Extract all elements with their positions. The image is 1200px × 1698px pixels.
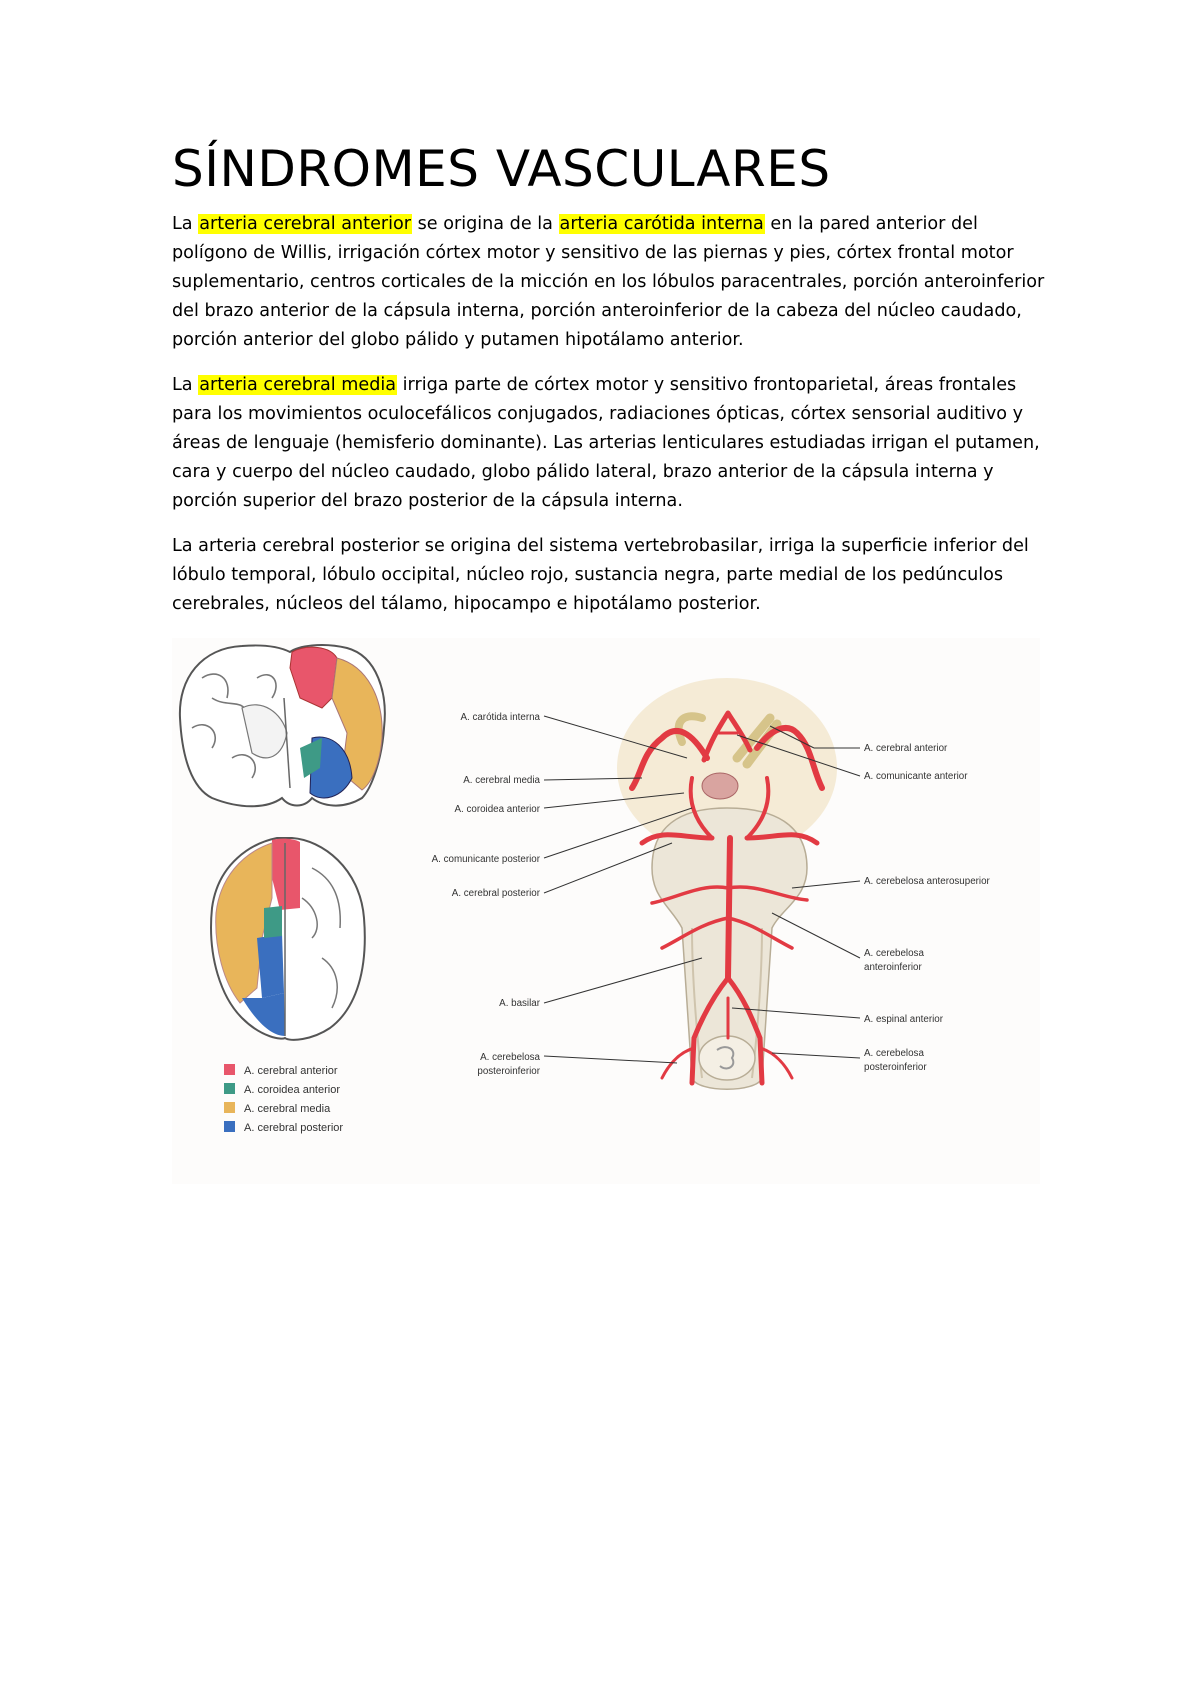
label-basilar: A. basilar [499,998,540,1009]
label-cerebelosa-anteroinferior-1: A. cerebelosa [864,948,924,959]
legend-swatch-cerebral-posterior [224,1121,235,1132]
paragraph-media: La arteria cerebral media irriga parte de córtex motor y sensitivo frontoparietal, áreas frontales para los movimientos oculocefálicos conjugados, radiaciones ópticas, córtex sensorial auditivo y áreas de lenguaje (hemisferio dominante). Las arterias lenticulares estudiadas irrigan el putamen, cara y cuerpo del núcleo caudado, globo pálido lateral, brazo anterior de la cápsula interna y porción superior del brazo posterior de la cápsula interna. [172,375,1040,511]
highlight-arteria-cerebral-anterior: arteria cerebral anterior [199,214,412,234]
label-comunicante-posterior: A. comunicante posterior [431,854,540,865]
legend-label-cerebral-posterior: A. cerebral posterior [244,1122,344,1134]
highlight-arteria-carotida-interna: arteria carótida interna [559,214,764,234]
legend-swatch-cerebral-anterior [224,1064,235,1075]
label-cerebral-anterior: A. cerebral anterior [864,743,948,754]
label-cerebelosa-posteroinferior-right-1: A. cerebelosa [864,1048,924,1059]
label-cerebral-media: A. cerebral media [463,775,540,786]
coronal-brain-section [180,645,385,806]
legend-label-cerebral-anterior: A. cerebral anterior [244,1065,338,1077]
labels-left [432,712,541,1077]
legend-label-coroidea-anterior: A. coroidea anterior [244,1084,340,1096]
label-cerebral-posterior: A. cerebral posterior [451,888,540,899]
page-title: SÍNDROMES VASCULARES [172,140,831,198]
label-carotida-interna: A. carótida interna [460,712,540,723]
label-cerebelosa-posteroinferior-left-1: A. cerebelosa [480,1052,540,1063]
anatomy-figure [172,638,1040,1184]
highlight-arteria-cerebral-media: arteria cerebral media [199,375,397,395]
label-comunicante-anterior: A. comunicante anterior [864,771,968,782]
labels-right [864,743,991,1073]
paragraph-posterior: La arteria cerebral posterior se origina del sistema vertebrobasilar, irriga la superficie inferior del lóbulo temporal, lóbulo occipital, núcleo rojo, sustancia negra, parte medial de los pedúnculos cerebrales, núcleos del tálamo, hipocampo e hipotálamo posterior. [172,536,1029,614]
color-legend [224,1064,343,1134]
label-cerebelosa-posteroinferior-left-2: posteroinferior [477,1066,540,1077]
legend-swatch-coroidea-anterior [224,1083,235,1094]
legend-swatch-cerebral-media [224,1102,235,1113]
label-espinal-anterior: A. espinal anterior [864,1014,943,1025]
paragraph-anterior: La arteria cerebral anterior se origina de la arteria carótida interna en la pared anterior del polígono de Willis, irrigación córtex motor y sensitivo de las piernas y pies, córtex frontal motor suplementario, centros corticales de la micción en los lóbulos paracentrales, porción anteroinferior del brazo anterior de la cápsula interna, porción anteroinferior de la cabeza del núcleo caudado, porción anterior del globo pálido y putamen hipotálamo anterior. [172,214,1045,350]
label-coroidea-anterior: A. coroidea anterior [454,804,540,815]
label-cerebelosa-posteroinferior-right-2: posteroinferior [864,1062,927,1073]
axial-brain-section [211,838,365,1040]
legend-label-cerebral-media: A. cerebral media [244,1103,331,1115]
label-cerebelosa-anterosuperior: A. cerebelosa anterosuperior [864,876,990,887]
label-cerebelosa-anteroinferior-2: anteroinferior [864,962,922,973]
